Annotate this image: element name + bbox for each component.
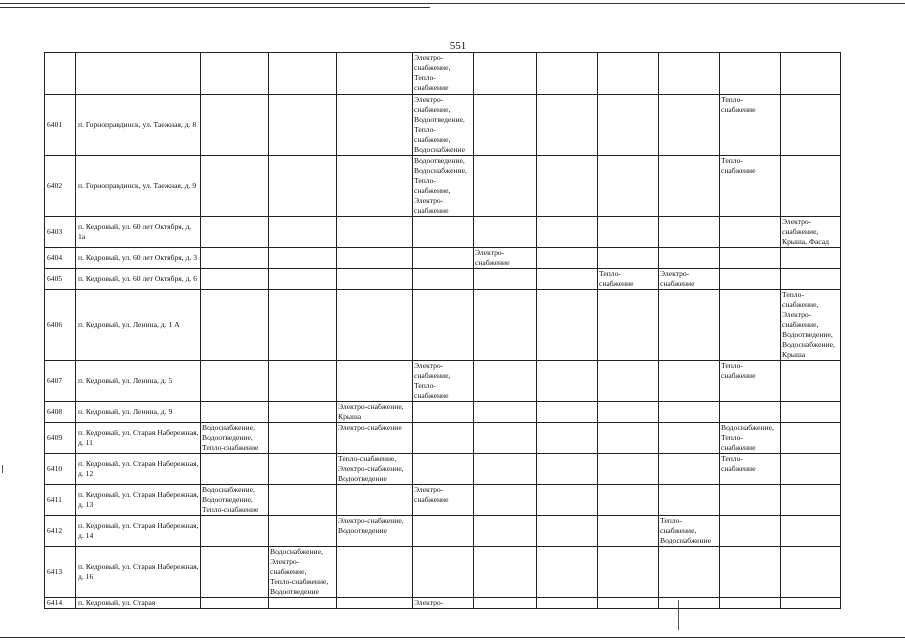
work-cell	[201, 248, 269, 269]
work-cell	[201, 454, 269, 485]
work-cell	[659, 361, 720, 402]
work-cell	[413, 598, 474, 609]
work-cell	[720, 547, 781, 598]
work-text: снабжение	[414, 206, 449, 215]
work-cell	[201, 402, 269, 423]
work-text: Водоотведение,	[414, 156, 465, 165]
work-cell	[720, 156, 781, 217]
work-cell	[269, 598, 337, 609]
work-cell	[720, 402, 781, 423]
work-cell	[537, 516, 598, 547]
work-cell	[537, 156, 598, 217]
table-row	[45, 485, 841, 516]
work-cell	[413, 95, 474, 156]
address-cell: п. Кедровый, ул. Старая Набережная, д. 11	[76, 423, 201, 454]
work-cell	[474, 402, 537, 423]
work-cell	[659, 248, 720, 269]
work-text: Электро-	[414, 598, 444, 607]
work-cell	[720, 248, 781, 269]
work-text: Водоснабжение	[660, 536, 711, 545]
work-cell	[413, 516, 474, 547]
address-cell: п. Кедровый, ул. 60 лет Октября, д. 1а	[76, 217, 201, 248]
work-cell	[781, 217, 841, 248]
work-text: Электро-снабжение,	[338, 402, 404, 411]
work-cell	[598, 217, 659, 248]
work-text: Электро-	[414, 196, 444, 205]
work-text: Водоснабжение,	[202, 485, 255, 494]
work-text: Водоотведение	[270, 587, 319, 596]
address-cell: п. Кедровый, ул. Старая	[76, 598, 201, 609]
work-text: снабжение,	[414, 135, 451, 144]
work-cell	[337, 361, 413, 402]
work-cell	[337, 598, 413, 609]
work-cell	[720, 217, 781, 248]
work-cell	[337, 516, 413, 547]
page-number: 551	[449, 40, 467, 52]
work-cell	[269, 95, 337, 156]
work-text: снабжение,	[414, 186, 451, 195]
work-cell	[598, 423, 659, 454]
work-text: снабжение	[414, 391, 449, 400]
work-cell	[201, 290, 269, 361]
row-number: 6412	[45, 516, 76, 547]
work-text: Электро-снабжение,	[338, 516, 404, 525]
work-text: Электро-	[782, 310, 812, 319]
work-cell	[474, 361, 537, 402]
work-text: снабжение,	[782, 320, 819, 329]
work-cell	[720, 598, 781, 609]
work-cell	[720, 485, 781, 516]
work-cell	[537, 485, 598, 516]
row-number	[45, 53, 76, 95]
table-row	[45, 516, 841, 547]
work-text: Водоснабжение,	[414, 166, 467, 175]
work-cell	[413, 485, 474, 516]
work-text: снабжение	[414, 495, 449, 504]
work-text: снабжение,	[270, 567, 307, 576]
work-text: снабжение	[414, 83, 449, 92]
work-cell	[474, 290, 537, 361]
work-cell	[781, 361, 841, 402]
work-text: снабжение	[721, 371, 756, 380]
work-cell	[659, 217, 720, 248]
work-text: Тепло-	[721, 454, 743, 463]
row-number: 6407	[45, 361, 76, 402]
work-cell	[413, 269, 474, 290]
work-cell	[474, 516, 537, 547]
work-cell	[781, 547, 841, 598]
work-text: Тепло-	[721, 156, 743, 165]
work-text: Водоотведение,	[782, 330, 833, 339]
work-cell	[413, 290, 474, 361]
work-cell	[269, 269, 337, 290]
work-text: Тепло-	[721, 433, 743, 442]
work-cell	[201, 53, 269, 95]
work-text: снабжение	[721, 464, 756, 473]
work-cell	[659, 269, 720, 290]
table-row	[45, 269, 841, 290]
work-text: Электро-снабжение,	[338, 464, 404, 473]
work-cell	[537, 598, 598, 609]
work-cell	[337, 156, 413, 217]
work-cell	[269, 402, 337, 423]
work-text: Крыша	[338, 412, 362, 421]
work-text: Водоснабжение,	[270, 547, 323, 556]
work-text: Тепло-снабжение,	[270, 577, 329, 586]
work-cell	[201, 516, 269, 547]
work-cell	[659, 516, 720, 547]
work-cell	[269, 248, 337, 269]
work-cell	[269, 156, 337, 217]
address-cell: п. Кедровый, ул. Старая Набережная, д. 12	[76, 454, 201, 485]
work-cell	[781, 423, 841, 454]
work-cell	[269, 516, 337, 547]
work-cell	[537, 547, 598, 598]
work-cell	[474, 95, 537, 156]
work-cell	[659, 95, 720, 156]
work-text: Водоснабжение	[414, 145, 465, 154]
work-cell	[201, 269, 269, 290]
work-cell	[537, 217, 598, 248]
work-cell	[269, 423, 337, 454]
work-cell	[269, 361, 337, 402]
work-cell	[659, 53, 720, 95]
work-cell	[413, 361, 474, 402]
work-cell	[474, 156, 537, 217]
row-number: 6405	[45, 269, 76, 290]
row-number: 6409	[45, 423, 76, 454]
work-cell	[720, 423, 781, 454]
work-cell	[537, 423, 598, 454]
work-cell	[269, 290, 337, 361]
address-cell: п. Кедровый, ул. Старая Набережная, д. 16	[76, 547, 201, 598]
work-text: снабжение,	[414, 371, 451, 380]
work-text: Тепло-	[414, 73, 436, 82]
work-cell	[781, 248, 841, 269]
work-text: Электро-снабжение	[338, 423, 402, 432]
top-scan-line-short	[0, 7, 430, 8]
work-cell	[781, 53, 841, 95]
work-cell	[720, 269, 781, 290]
row-number: 6414	[45, 598, 76, 609]
work-cell	[537, 402, 598, 423]
work-text: Тепло-	[414, 381, 436, 390]
work-cell	[537, 269, 598, 290]
work-cell	[598, 402, 659, 423]
address-cell: п. Горноправдинск, ул. Таежная, д. 9	[76, 156, 201, 217]
work-cell	[201, 598, 269, 609]
work-cell	[413, 454, 474, 485]
row-number: 6413	[45, 547, 76, 598]
work-text: Тепло-снабжение	[202, 443, 259, 452]
work-text: Водоотведение	[338, 474, 387, 483]
work-cell	[537, 248, 598, 269]
work-cell	[413, 156, 474, 217]
work-cell	[337, 547, 413, 598]
work-text: Тепло-	[414, 125, 436, 134]
work-cell	[781, 402, 841, 423]
work-cell	[337, 217, 413, 248]
work-text: Крыша	[782, 350, 806, 359]
work-cell	[337, 248, 413, 269]
table-row	[45, 361, 841, 402]
work-cell	[269, 53, 337, 95]
address-cell	[76, 53, 201, 95]
work-cell	[413, 547, 474, 598]
work-cell	[659, 423, 720, 454]
table-row	[45, 95, 841, 156]
work-cell	[474, 269, 537, 290]
work-cell	[337, 95, 413, 156]
work-text: Тепло-	[782, 290, 804, 299]
work-cell	[537, 95, 598, 156]
work-text: Водоснабжение,	[202, 423, 255, 432]
work-text: Электро-	[414, 53, 444, 62]
row-number: 6411	[45, 485, 76, 516]
work-text: снабжение	[660, 279, 695, 288]
work-text: Тепло-	[660, 516, 682, 525]
work-cell	[598, 248, 659, 269]
work-text: снабжение,	[414, 63, 451, 72]
work-cell	[337, 269, 413, 290]
work-cell	[720, 361, 781, 402]
work-cell	[474, 547, 537, 598]
work-cell	[781, 156, 841, 217]
work-cell	[474, 217, 537, 248]
work-text: снабжение	[721, 443, 756, 452]
work-cell	[413, 248, 474, 269]
work-text: Электро-	[782, 217, 812, 226]
work-text: Электро-	[270, 557, 300, 566]
work-cell	[598, 269, 659, 290]
work-text: Электро-	[414, 95, 444, 104]
table-row	[45, 454, 841, 485]
table-row	[45, 598, 841, 609]
work-cell	[720, 95, 781, 156]
work-cell	[201, 217, 269, 248]
work-cell	[781, 269, 841, 290]
work-cell	[337, 485, 413, 516]
work-text: Водоотведение,	[202, 433, 253, 442]
table-row	[45, 423, 841, 454]
work-cell	[598, 547, 659, 598]
work-text: Водоотведение,	[414, 115, 465, 124]
work-cell	[659, 485, 720, 516]
work-cell	[269, 485, 337, 516]
work-text: Водоотведение,	[202, 495, 253, 504]
work-cell	[659, 547, 720, 598]
work-cell	[474, 454, 537, 485]
address-cell: п. Кедровый, ул. Старая Набережная, д. 14	[76, 516, 201, 547]
address-cell: п. Кедровый, ул. Ленина, д. 5	[76, 361, 201, 402]
work-cell	[598, 598, 659, 609]
work-cell	[598, 516, 659, 547]
work-text: Тепло-	[721, 95, 743, 104]
work-cell	[269, 547, 337, 598]
work-cell	[201, 156, 269, 217]
stray-mark	[2, 465, 3, 473]
work-cell	[337, 423, 413, 454]
work-text: Тепло-	[414, 176, 436, 185]
row-number: 6403	[45, 217, 76, 248]
top-scan-line	[0, 3, 905, 4]
work-cell	[781, 454, 841, 485]
work-cell	[598, 156, 659, 217]
work-text: Тепло-	[721, 361, 743, 370]
work-cell	[781, 290, 841, 361]
work-text: Тепло-снабжение,	[338, 454, 397, 463]
work-cell	[598, 95, 659, 156]
work-cell	[720, 516, 781, 547]
work-cell	[659, 156, 720, 217]
row-number: 6408	[45, 402, 76, 423]
work-cell	[474, 423, 537, 454]
work-cell	[537, 361, 598, 402]
table-row	[45, 156, 841, 217]
row-number: 6406	[45, 290, 76, 361]
work-text: Электро-	[475, 248, 505, 257]
work-cell	[720, 53, 781, 95]
address-cell: п. Кедровый, ул. Ленина, д. 9	[76, 402, 201, 423]
row-number: 6401	[45, 95, 76, 156]
work-cell	[269, 217, 337, 248]
work-cell	[659, 402, 720, 423]
work-cell	[201, 361, 269, 402]
work-cell	[474, 598, 537, 609]
work-cell	[201, 547, 269, 598]
work-text: Электро-	[414, 361, 444, 370]
address-cell: п. Кедровый, ул. Ленина, д. 1 А	[76, 290, 201, 361]
work-cell	[474, 485, 537, 516]
work-text: снабжение	[721, 166, 756, 175]
work-cell	[474, 248, 537, 269]
work-text: снабжение	[475, 258, 510, 267]
work-cell	[537, 53, 598, 95]
table-row	[45, 217, 841, 248]
row-number: 6404	[45, 248, 76, 269]
work-text: Тепло-	[599, 269, 621, 278]
work-cell	[537, 454, 598, 485]
work-text: снабжение,	[782, 300, 819, 309]
row-number: 6402	[45, 156, 76, 217]
work-text: Крыша, Фасад	[782, 237, 830, 246]
table-row	[45, 402, 841, 423]
work-cell	[337, 454, 413, 485]
bottom-scan-line	[0, 637, 905, 638]
work-text: Водоснабжение,	[782, 340, 835, 349]
work-cell	[781, 485, 841, 516]
work-cell	[337, 402, 413, 423]
work-cell	[659, 454, 720, 485]
work-cell	[474, 53, 537, 95]
table-body	[45, 53, 841, 609]
work-text: снабжение	[721, 105, 756, 114]
work-text: Тепло-снабжение	[202, 505, 259, 514]
address-cell: п. Кедровый, ул. Старая Набережная, д. 13	[76, 485, 201, 516]
work-cell	[598, 361, 659, 402]
work-cell	[201, 423, 269, 454]
work-cell	[781, 516, 841, 547]
work-cell	[413, 217, 474, 248]
work-cell	[720, 290, 781, 361]
address-cell: п. Кедровый, ул. 60 лет Октября, д. 3	[76, 248, 201, 269]
work-cell	[413, 53, 474, 95]
work-text: Водоотведение	[338, 526, 387, 535]
address-cell: п. Горноправдинск, ул. Таежная, д. 8	[76, 95, 201, 156]
work-cell	[413, 402, 474, 423]
work-text: Электро-	[660, 269, 690, 278]
work-text: Водоснабжение,	[721, 423, 774, 432]
work-cell	[598, 485, 659, 516]
work-cell	[781, 598, 841, 609]
work-cell	[720, 454, 781, 485]
work-cell	[598, 53, 659, 95]
work-cell	[201, 95, 269, 156]
work-text: Электро-	[414, 485, 444, 494]
work-cell	[598, 290, 659, 361]
work-cell	[413, 423, 474, 454]
row-number: 6410	[45, 454, 76, 485]
work-cell	[659, 290, 720, 361]
register-table	[44, 52, 841, 609]
table-row	[45, 248, 841, 269]
work-cell	[598, 454, 659, 485]
work-cell	[337, 290, 413, 361]
work-text: снабжение	[599, 279, 634, 288]
work-cell	[781, 95, 841, 156]
work-cell	[269, 454, 337, 485]
work-text: снабжение,	[782, 227, 819, 236]
work-text: снабжение,	[660, 526, 697, 535]
work-cell	[337, 53, 413, 95]
work-text: снабжение,	[414, 105, 451, 114]
work-cell	[537, 290, 598, 361]
table-row	[45, 53, 841, 95]
work-cell	[659, 598, 720, 609]
work-cell	[201, 485, 269, 516]
address-cell: п. Кедровый, ул. 60 лет Октября, д. 6	[76, 269, 201, 290]
table-row	[45, 290, 841, 361]
table-row	[45, 547, 841, 598]
